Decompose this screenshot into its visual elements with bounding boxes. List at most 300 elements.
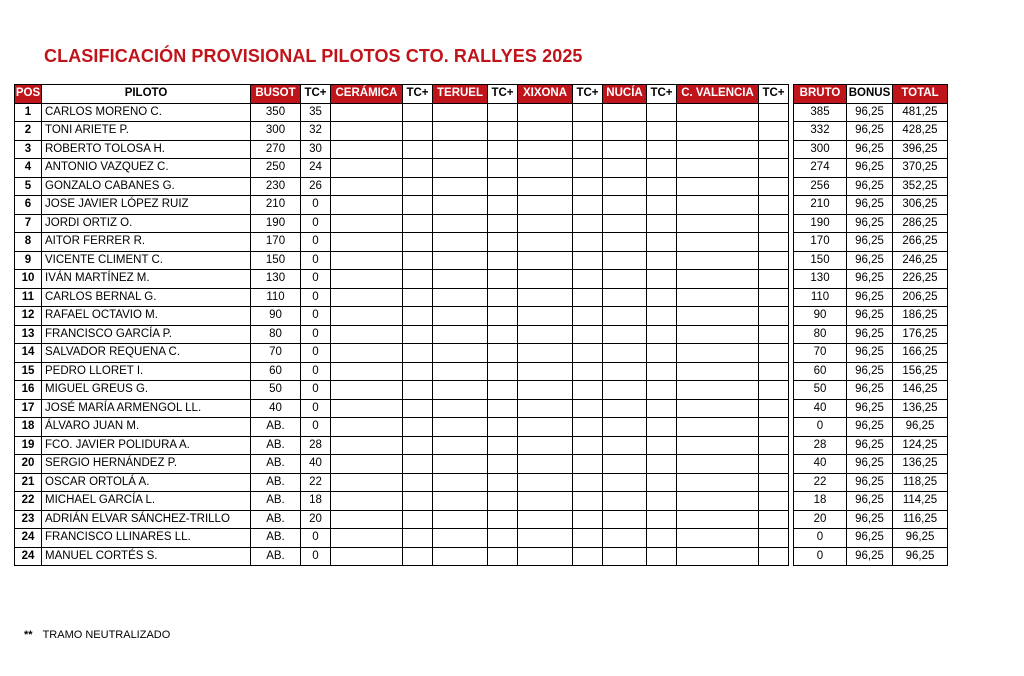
- empty-cell: [759, 288, 789, 307]
- empty-cell: [433, 547, 488, 566]
- cell-busot: 250: [251, 159, 301, 178]
- empty-cell: [603, 381, 647, 400]
- cell-busot: AB.: [251, 529, 301, 548]
- empty-cell: [759, 418, 789, 437]
- cell-total: 136,25: [893, 455, 948, 474]
- empty-cell: [433, 159, 488, 178]
- cell-total: 352,25: [893, 177, 948, 196]
- cell-busot: AB.: [251, 510, 301, 529]
- empty-cell: [603, 473, 647, 492]
- table-row: [15, 288, 789, 307]
- empty-cell: [603, 159, 647, 178]
- empty-cell: [647, 510, 677, 529]
- cell-bonus: 96,25: [847, 510, 893, 529]
- empty-cell: [759, 307, 789, 326]
- empty-cell: [403, 214, 433, 233]
- cell-busot-tc: 0: [301, 547, 331, 566]
- empty-cell: [331, 122, 403, 141]
- cell-pos: 23: [15, 510, 42, 529]
- cell-piloto: MICHAEL GARCÍA L.: [42, 492, 251, 511]
- empty-cell: [518, 270, 573, 289]
- cell-total: 286,25: [893, 214, 948, 233]
- empty-cell: [488, 492, 518, 511]
- empty-cell: [331, 214, 403, 233]
- empty-cell: [759, 214, 789, 233]
- cell-total: 96,25: [893, 529, 948, 548]
- table-row: [15, 325, 789, 344]
- empty-cell: [518, 399, 573, 418]
- empty-cell: [403, 103, 433, 122]
- empty-cell: [573, 492, 603, 511]
- cell-total: 116,25: [893, 510, 948, 529]
- empty-cell: [518, 473, 573, 492]
- table-row: [15, 455, 789, 474]
- empty-cell: [603, 529, 647, 548]
- empty-cell: [759, 455, 789, 474]
- empty-cell: [518, 418, 573, 437]
- cell-total: 186,25: [893, 307, 948, 326]
- col-header-xixona: XIXONA: [518, 85, 573, 104]
- cell-bruto: 190: [794, 214, 847, 233]
- empty-cell: [603, 436, 647, 455]
- empty-cell: [677, 214, 759, 233]
- cell-pos: 6: [15, 196, 42, 215]
- empty-cell: [573, 288, 603, 307]
- cell-bruto: 40: [794, 399, 847, 418]
- cell-busot-tc: 18: [301, 492, 331, 511]
- cell-busot-tc: 0: [301, 270, 331, 289]
- cell-pos: 17: [15, 399, 42, 418]
- empty-cell: [433, 122, 488, 141]
- cell-piloto: JOSE JAVIER LÓPEZ RUIZ: [42, 196, 251, 215]
- empty-cell: [331, 270, 403, 289]
- cell-bruto: 80: [794, 325, 847, 344]
- table-row: [15, 529, 789, 548]
- col-header-tc: TC+: [759, 85, 789, 104]
- empty-cell: [677, 473, 759, 492]
- empty-cell: [759, 473, 789, 492]
- cell-total: 156,25: [893, 362, 948, 381]
- table-row: [794, 214, 948, 233]
- col-header-teruel: TERUEL: [433, 85, 488, 104]
- cell-busot-tc: 0: [301, 233, 331, 252]
- cell-bonus: 96,25: [847, 288, 893, 307]
- cell-bonus: 96,25: [847, 122, 893, 141]
- cell-busot: AB.: [251, 436, 301, 455]
- empty-cell: [518, 547, 573, 566]
- empty-cell: [759, 103, 789, 122]
- cell-busot-tc: 0: [301, 196, 331, 215]
- cell-total: 226,25: [893, 270, 948, 289]
- empty-cell: [759, 362, 789, 381]
- cell-busot-tc: 20: [301, 510, 331, 529]
- empty-cell: [403, 325, 433, 344]
- cell-busot-tc: 30: [301, 140, 331, 159]
- table-row: [794, 362, 948, 381]
- cell-busot: 70: [251, 344, 301, 363]
- cell-bonus: 96,25: [847, 214, 893, 233]
- col-header-valencia: C. VALENCIA: [677, 85, 759, 104]
- table-row: [15, 196, 789, 215]
- cell-pos: 19: [15, 436, 42, 455]
- empty-cell: [647, 344, 677, 363]
- empty-cell: [677, 418, 759, 437]
- cell-pos: 20: [15, 455, 42, 474]
- cell-piloto: FRANCISCO LLINARES LL.: [42, 529, 251, 548]
- cell-bruto: 20: [794, 510, 847, 529]
- empty-cell: [647, 381, 677, 400]
- empty-cell: [647, 122, 677, 141]
- table-row: [794, 251, 948, 270]
- cell-piloto: CARLOS MORENO C.: [42, 103, 251, 122]
- cell-bruto: 22: [794, 473, 847, 492]
- cell-busot-tc: 0: [301, 214, 331, 233]
- cell-piloto: FRANCISCO GARCÍA P.: [42, 325, 251, 344]
- header-row: [794, 85, 948, 104]
- empty-cell: [488, 103, 518, 122]
- table-row: [15, 214, 789, 233]
- cell-piloto: JORDI ORTIZ O.: [42, 214, 251, 233]
- col-header-tc: TC+: [403, 85, 433, 104]
- cell-pos: 2: [15, 122, 42, 141]
- empty-cell: [488, 140, 518, 159]
- empty-cell: [488, 436, 518, 455]
- cell-pos: 13: [15, 325, 42, 344]
- empty-cell: [677, 122, 759, 141]
- empty-cell: [518, 492, 573, 511]
- cell-busot-tc: 0: [301, 307, 331, 326]
- empty-cell: [647, 103, 677, 122]
- standings-table: [14, 84, 789, 566]
- table-row: [15, 492, 789, 511]
- table-row: [794, 159, 948, 178]
- cell-busot: 60: [251, 362, 301, 381]
- empty-cell: [488, 510, 518, 529]
- cell-busot-tc: 0: [301, 529, 331, 548]
- cell-busot: 230: [251, 177, 301, 196]
- empty-cell: [603, 196, 647, 215]
- empty-cell: [518, 159, 573, 178]
- empty-cell: [647, 251, 677, 270]
- cell-pos: 14: [15, 344, 42, 363]
- empty-cell: [573, 103, 603, 122]
- empty-cell: [433, 473, 488, 492]
- empty-cell: [488, 399, 518, 418]
- empty-cell: [331, 399, 403, 418]
- empty-cell: [488, 288, 518, 307]
- empty-cell: [488, 233, 518, 252]
- empty-cell: [677, 436, 759, 455]
- empty-cell: [331, 288, 403, 307]
- cell-busot: 210: [251, 196, 301, 215]
- empty-cell: [603, 233, 647, 252]
- cell-bonus: 96,25: [847, 177, 893, 196]
- empty-cell: [331, 159, 403, 178]
- empty-cell: [518, 177, 573, 196]
- empty-cell: [433, 510, 488, 529]
- header-row: [15, 85, 789, 104]
- cell-pos: 11: [15, 288, 42, 307]
- cell-pos: 7: [15, 214, 42, 233]
- empty-cell: [573, 381, 603, 400]
- empty-cell: [759, 196, 789, 215]
- empty-cell: [603, 510, 647, 529]
- empty-cell: [331, 455, 403, 474]
- empty-cell: [603, 140, 647, 159]
- cell-busot: 80: [251, 325, 301, 344]
- empty-cell: [759, 270, 789, 289]
- cell-busot-tc: 0: [301, 399, 331, 418]
- empty-cell: [677, 547, 759, 566]
- cell-pos: 12: [15, 307, 42, 326]
- empty-cell: [488, 381, 518, 400]
- empty-cell: [518, 307, 573, 326]
- table-row: [794, 399, 948, 418]
- empty-cell: [403, 399, 433, 418]
- empty-cell: [759, 529, 789, 548]
- empty-cell: [573, 214, 603, 233]
- cell-bruto: 28: [794, 436, 847, 455]
- cell-bruto: 332: [794, 122, 847, 141]
- empty-cell: [488, 325, 518, 344]
- table-row: [794, 325, 948, 344]
- empty-cell: [647, 270, 677, 289]
- cell-bonus: 96,25: [847, 307, 893, 326]
- empty-cell: [573, 233, 603, 252]
- empty-cell: [518, 122, 573, 141]
- table-row: [794, 196, 948, 215]
- empty-cell: [433, 344, 488, 363]
- table-row: [794, 233, 948, 252]
- empty-cell: [433, 325, 488, 344]
- cell-bonus: 96,25: [847, 362, 893, 381]
- empty-cell: [433, 381, 488, 400]
- table-row: [15, 418, 789, 437]
- cell-busot: 270: [251, 140, 301, 159]
- empty-cell: [331, 251, 403, 270]
- cell-bruto: 130: [794, 270, 847, 289]
- empty-cell: [488, 270, 518, 289]
- empty-cell: [488, 196, 518, 215]
- cell-bruto: 90: [794, 307, 847, 326]
- empty-cell: [518, 214, 573, 233]
- cell-bonus: 96,25: [847, 196, 893, 215]
- empty-cell: [603, 122, 647, 141]
- empty-cell: [603, 547, 647, 566]
- cell-busot-tc: 32: [301, 122, 331, 141]
- empty-cell: [603, 177, 647, 196]
- empty-cell: [677, 325, 759, 344]
- cell-busot-tc: 0: [301, 344, 331, 363]
- empty-cell: [677, 103, 759, 122]
- empty-cell: [647, 399, 677, 418]
- empty-cell: [488, 251, 518, 270]
- empty-cell: [331, 473, 403, 492]
- empty-cell: [403, 251, 433, 270]
- empty-cell: [403, 270, 433, 289]
- cell-total: 166,25: [893, 344, 948, 363]
- empty-cell: [647, 159, 677, 178]
- cell-pos: 8: [15, 233, 42, 252]
- table-row: [15, 270, 789, 289]
- cell-total: 96,25: [893, 547, 948, 566]
- empty-cell: [403, 177, 433, 196]
- cell-busot: 170: [251, 233, 301, 252]
- empty-cell: [403, 288, 433, 307]
- empty-cell: [518, 344, 573, 363]
- empty-cell: [677, 529, 759, 548]
- table-row: [15, 159, 789, 178]
- empty-cell: [573, 196, 603, 215]
- empty-cell: [677, 399, 759, 418]
- empty-cell: [677, 362, 759, 381]
- cell-busot: 40: [251, 399, 301, 418]
- empty-cell: [573, 177, 603, 196]
- table-row: [15, 344, 789, 363]
- empty-cell: [403, 344, 433, 363]
- empty-cell: [573, 529, 603, 548]
- cell-piloto: SALVADOR REQUENA C.: [42, 344, 251, 363]
- empty-cell: [647, 492, 677, 511]
- empty-cell: [331, 103, 403, 122]
- cell-total: 396,25: [893, 140, 948, 159]
- empty-cell: [603, 288, 647, 307]
- footnote: [24, 629, 170, 641]
- cell-total: 114,25: [893, 492, 948, 511]
- cell-bruto: 110: [794, 288, 847, 307]
- empty-cell: [403, 547, 433, 566]
- empty-cell: [677, 159, 759, 178]
- empty-cell: [433, 436, 488, 455]
- table-row: [794, 288, 948, 307]
- empty-cell: [331, 307, 403, 326]
- cell-pos: 22: [15, 492, 42, 511]
- empty-cell: [488, 307, 518, 326]
- cell-busot: 50: [251, 381, 301, 400]
- empty-cell: [603, 344, 647, 363]
- empty-cell: [647, 140, 677, 159]
- cell-busot: 350: [251, 103, 301, 122]
- cell-bruto: 0: [794, 418, 847, 437]
- cell-bruto: 50: [794, 381, 847, 400]
- empty-cell: [518, 529, 573, 548]
- cell-bruto: 0: [794, 529, 847, 548]
- cell-piloto: TONI ARIETE P.: [42, 122, 251, 141]
- cell-bonus: 96,25: [847, 344, 893, 363]
- empty-cell: [488, 344, 518, 363]
- empty-cell: [759, 159, 789, 178]
- table-row: [15, 251, 789, 270]
- empty-cell: [518, 362, 573, 381]
- cell-busot: AB.: [251, 455, 301, 474]
- table-row: [15, 436, 789, 455]
- empty-cell: [518, 455, 573, 474]
- cell-bonus: 96,25: [847, 399, 893, 418]
- table-row: [794, 381, 948, 400]
- empty-cell: [433, 103, 488, 122]
- col-header-nucia: NUCÍA: [603, 85, 647, 104]
- empty-cell: [573, 473, 603, 492]
- cell-piloto: AITOR FERRER R.: [42, 233, 251, 252]
- table-row: [15, 103, 789, 122]
- cell-busot: 90: [251, 307, 301, 326]
- cell-total: 206,25: [893, 288, 948, 307]
- empty-cell: [403, 473, 433, 492]
- table-row: [794, 344, 948, 363]
- empty-cell: [573, 436, 603, 455]
- empty-cell: [331, 177, 403, 196]
- cell-bonus: 96,25: [847, 473, 893, 492]
- empty-cell: [403, 307, 433, 326]
- cell-total: 124,25: [893, 436, 948, 455]
- cell-bruto: 0: [794, 547, 847, 566]
- empty-cell: [677, 196, 759, 215]
- empty-cell: [677, 381, 759, 400]
- empty-cell: [573, 140, 603, 159]
- cell-pos: 5: [15, 177, 42, 196]
- col-header-tc: TC+: [647, 85, 677, 104]
- cell-pos: 4: [15, 159, 42, 178]
- empty-cell: [759, 492, 789, 511]
- empty-cell: [433, 288, 488, 307]
- empty-cell: [488, 122, 518, 141]
- cell-total: 96,25: [893, 418, 948, 437]
- empty-cell: [677, 288, 759, 307]
- empty-cell: [403, 492, 433, 511]
- empty-cell: [647, 233, 677, 252]
- empty-cell: [488, 547, 518, 566]
- empty-cell: [331, 344, 403, 363]
- cell-bonus: 96,25: [847, 547, 893, 566]
- empty-cell: [759, 251, 789, 270]
- empty-cell: [603, 103, 647, 122]
- table-row: [794, 122, 948, 141]
- col-header-pos: POS: [15, 85, 42, 104]
- cell-piloto: MANUEL CORTÉS S.: [42, 547, 251, 566]
- empty-cell: [488, 455, 518, 474]
- cell-bruto: 385: [794, 103, 847, 122]
- cell-total: 428,25: [893, 122, 948, 141]
- cell-piloto: CARLOS BERNAL G.: [42, 288, 251, 307]
- empty-cell: [759, 140, 789, 159]
- empty-cell: [573, 399, 603, 418]
- empty-cell: [647, 196, 677, 215]
- empty-cell: [677, 140, 759, 159]
- empty-cell: [403, 140, 433, 159]
- cell-busot-tc: 35: [301, 103, 331, 122]
- empty-cell: [573, 251, 603, 270]
- empty-cell: [573, 418, 603, 437]
- empty-cell: [403, 529, 433, 548]
- cell-piloto: PEDRO LLORET I.: [42, 362, 251, 381]
- cell-busot: AB.: [251, 473, 301, 492]
- table-row: [15, 362, 789, 381]
- empty-cell: [647, 473, 677, 492]
- table-row: [794, 492, 948, 511]
- cell-busot: 300: [251, 122, 301, 141]
- cell-bruto: 274: [794, 159, 847, 178]
- empty-cell: [331, 529, 403, 548]
- table-row: [15, 381, 789, 400]
- cell-bonus: 96,25: [847, 381, 893, 400]
- table-row: [794, 473, 948, 492]
- empty-cell: [331, 233, 403, 252]
- empty-cell: [759, 399, 789, 418]
- empty-cell: [677, 177, 759, 196]
- empty-cell: [433, 492, 488, 511]
- cell-piloto: VICENTE CLIMENT C.: [42, 251, 251, 270]
- cell-busot: 130: [251, 270, 301, 289]
